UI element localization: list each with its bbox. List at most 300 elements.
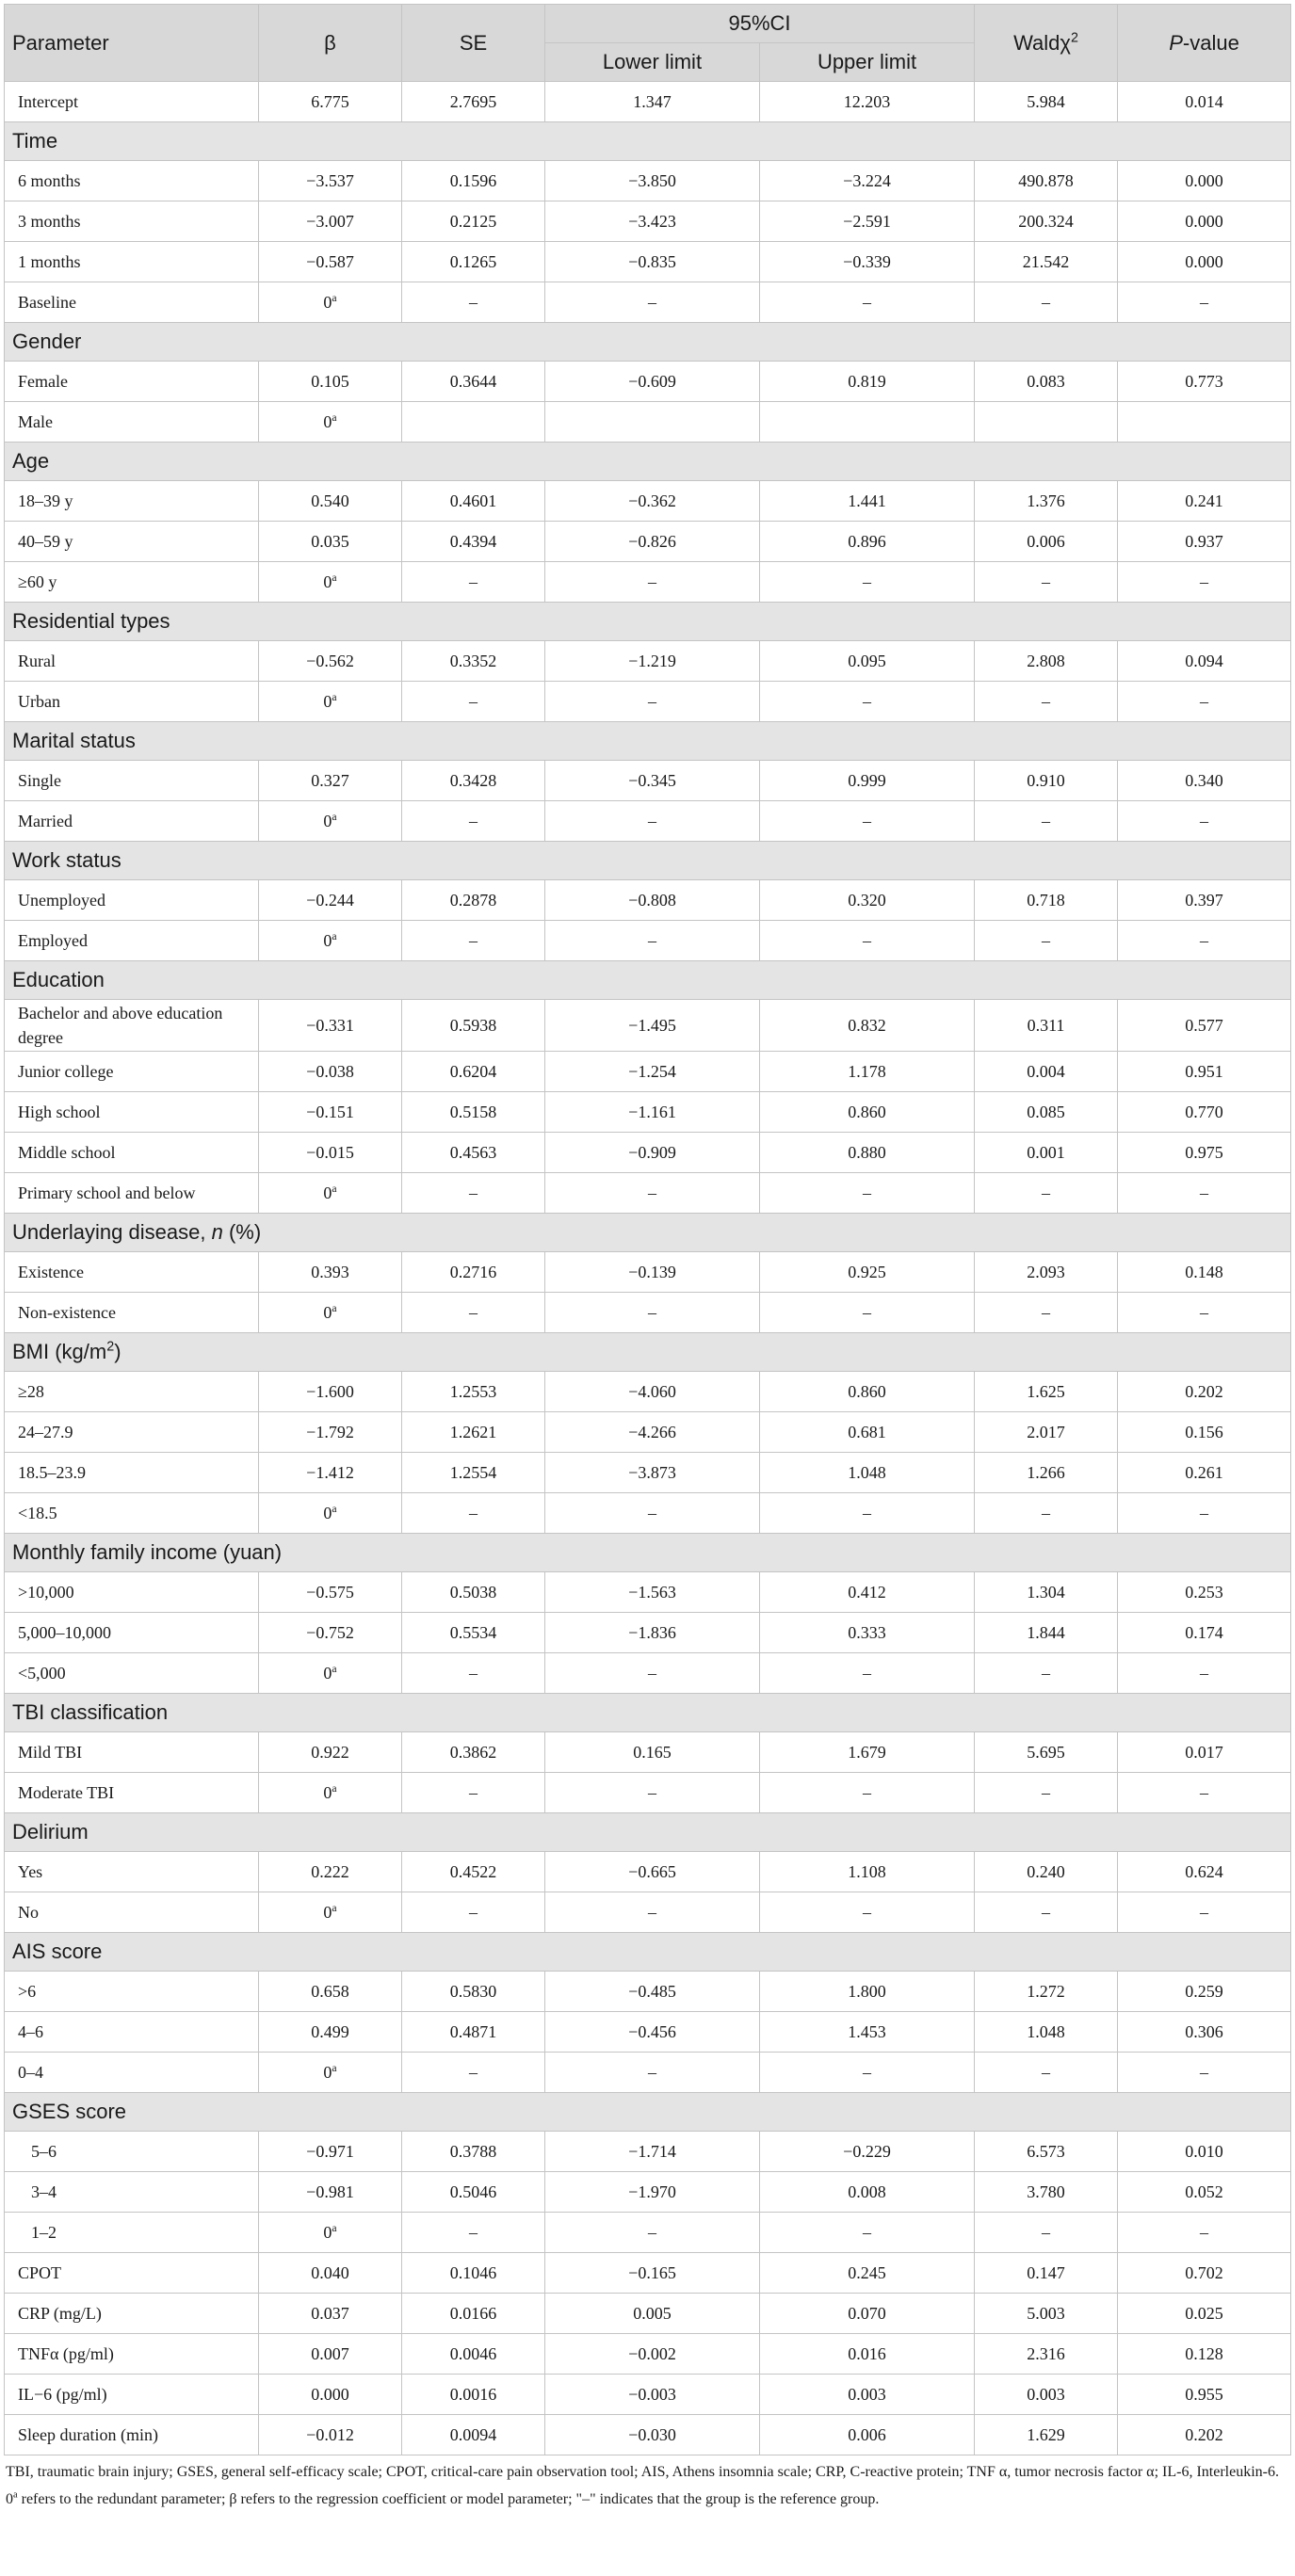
cell-se: – bbox=[402, 1773, 545, 1813]
cell-beta: 0.000 bbox=[259, 2375, 402, 2415]
cell-p-value: 0.577 bbox=[1118, 1000, 1291, 1052]
table-row bbox=[5, 201, 1291, 242]
cell-lower-limit: −1.970 bbox=[545, 2172, 760, 2213]
cell-wald: 0.003 bbox=[975, 2375, 1118, 2415]
cell-upper-limit: 12.203 bbox=[760, 82, 975, 122]
row-label: 6 months bbox=[5, 161, 259, 201]
row-label: Junior college bbox=[5, 1052, 259, 1092]
table-row bbox=[5, 2213, 1291, 2253]
cell-se: 0.4563 bbox=[402, 1133, 545, 1173]
cell-wald: – bbox=[975, 282, 1118, 323]
cell-beta: 0$^a$ bbox=[259, 402, 402, 443]
cell-beta: 0$^a$ bbox=[259, 1773, 402, 1813]
cell-p-value: 0.261 bbox=[1118, 1453, 1291, 1493]
group-title: AIS score bbox=[5, 1933, 1291, 1972]
group-title: BMI $(kg/m^2)$ bbox=[5, 1333, 1291, 1372]
cell-se: 1.2553 bbox=[402, 1372, 545, 1412]
cell-p-value: – bbox=[1118, 1293, 1291, 1333]
cell-p-value: 0.770 bbox=[1118, 1092, 1291, 1133]
table-row bbox=[5, 1372, 1291, 1412]
cell-upper-limit: 0.095 bbox=[760, 641, 975, 682]
row-label: Bachelor and above education degree bbox=[5, 1000, 259, 1052]
cell-wald: 1.629 bbox=[975, 2415, 1118, 2455]
row-label: <18.5 bbox=[5, 1493, 259, 1534]
cell-wald: 2.093 bbox=[975, 1252, 1118, 1293]
cell-upper-limit: 0.003 bbox=[760, 2375, 975, 2415]
row-label: IL−6 (pg/ml) bbox=[5, 2375, 259, 2415]
cell-lower-limit: −0.456 bbox=[545, 2012, 760, 2053]
table-row bbox=[5, 1653, 1291, 1694]
cell-p-value: 0.253 bbox=[1118, 1572, 1291, 1613]
row-label: Yes bbox=[5, 1852, 259, 1892]
cell-lower-limit: – bbox=[545, 1293, 760, 1333]
cell-beta: −0.151 bbox=[259, 1092, 402, 1133]
table-row bbox=[5, 1293, 1291, 1333]
table-row bbox=[5, 2334, 1291, 2375]
row-label: Non-existence bbox=[5, 1293, 259, 1333]
cell-beta: −1.600 bbox=[259, 1372, 402, 1412]
header-beta: β bbox=[259, 5, 402, 82]
cell-upper-limit: 0.880 bbox=[760, 1133, 975, 1173]
table-row bbox=[5, 921, 1291, 961]
row-label: Middle school bbox=[5, 1133, 259, 1173]
cell-se: – bbox=[402, 562, 545, 603]
cell-upper-limit: −0.229 bbox=[760, 2132, 975, 2172]
cell-upper-limit: 0.070 bbox=[760, 2294, 975, 2334]
cell-lower-limit: – bbox=[545, 1892, 760, 1933]
table-row bbox=[5, 481, 1291, 522]
cell-se: 0.1265 bbox=[402, 242, 545, 282]
cell-upper-limit: – bbox=[760, 1653, 975, 1694]
row-label: Baseline bbox=[5, 282, 259, 323]
cell-lower-limit: – bbox=[545, 562, 760, 603]
cell-p-value: – bbox=[1118, 921, 1291, 961]
cell-beta: −0.971 bbox=[259, 2132, 402, 2172]
table-row bbox=[5, 562, 1291, 603]
row-label: CPOT bbox=[5, 2253, 259, 2294]
cell-upper-limit: 0.245 bbox=[760, 2253, 975, 2294]
cell-lower-limit: −4.060 bbox=[545, 1372, 760, 1412]
cell-p-value: – bbox=[1118, 1892, 1291, 1933]
table-row bbox=[5, 282, 1291, 323]
cell-beta: 0$^a$ bbox=[259, 682, 402, 722]
cell-p-value: 0.174 bbox=[1118, 1613, 1291, 1653]
cell-beta: 0.540 bbox=[259, 481, 402, 522]
cell-se: 0.5938 bbox=[402, 1000, 545, 1052]
header-p-value: P-value bbox=[1118, 5, 1291, 82]
row-label: 1–2 bbox=[5, 2213, 259, 2253]
cell-lower-limit: – bbox=[545, 2213, 760, 2253]
cell-wald: 5.003 bbox=[975, 2294, 1118, 2334]
cell-lower-limit: – bbox=[545, 282, 760, 323]
cell-wald: 5.695 bbox=[975, 1732, 1118, 1773]
footnote-legend: 0$^a$ refers to the redundant parameter; β refers to the regression coefficient or model parameter; "–" indicates that the group is the reference group. bbox=[6, 2489, 880, 2507]
row-label: 3 months bbox=[5, 201, 259, 242]
cell-upper-limit: 1.800 bbox=[760, 1972, 975, 2012]
cell-beta: 0.222 bbox=[259, 1852, 402, 1892]
cell-lower-limit: −0.665 bbox=[545, 1852, 760, 1892]
cell-lower-limit: −0.030 bbox=[545, 2415, 760, 2455]
cell-wald: 1.844 bbox=[975, 1613, 1118, 1653]
cell-wald: 0.240 bbox=[975, 1852, 1118, 1892]
cell-se: 0.0046 bbox=[402, 2334, 545, 2375]
table-row bbox=[5, 2294, 1291, 2334]
cell-beta: −1.792 bbox=[259, 1412, 402, 1453]
header-upper-limit: Upper limit bbox=[760, 43, 975, 82]
table-row bbox=[5, 1052, 1291, 1092]
table-row bbox=[5, 1892, 1291, 1933]
cell-p-value: 0.052 bbox=[1118, 2172, 1291, 2213]
table-row bbox=[5, 2053, 1291, 2093]
group-header-row bbox=[5, 1214, 1291, 1252]
cell-beta: 0$^a$ bbox=[259, 562, 402, 603]
cell-p-value: – bbox=[1118, 1653, 1291, 1694]
cell-lower-limit: −4.266 bbox=[545, 1412, 760, 1453]
row-label: 0–4 bbox=[5, 2053, 259, 2093]
row-label: Mild TBI bbox=[5, 1732, 259, 1773]
cell-wald: – bbox=[975, 1773, 1118, 1813]
cell-upper-limit: – bbox=[760, 801, 975, 842]
table-row bbox=[5, 1852, 1291, 1892]
cell-se: 0.0166 bbox=[402, 2294, 545, 2334]
cell-lower-limit: −0.165 bbox=[545, 2253, 760, 2294]
row-label: 18–39 y bbox=[5, 481, 259, 522]
group-title: Monthly family income (yuan) bbox=[5, 1534, 1291, 1572]
table-row bbox=[5, 1613, 1291, 1653]
cell-lower-limit: −0.485 bbox=[545, 1972, 760, 2012]
cell-se: 0.0094 bbox=[402, 2415, 545, 2455]
header-parameter: Parameter bbox=[5, 5, 259, 82]
group-title: Marital status bbox=[5, 722, 1291, 761]
row-label: 40–59 y bbox=[5, 522, 259, 562]
header-lower-limit: Lower limit bbox=[545, 43, 760, 82]
table-row bbox=[5, 1732, 1291, 1773]
cell-wald: 3.780 bbox=[975, 2172, 1118, 2213]
cell-wald: – bbox=[975, 2213, 1118, 2253]
cell-beta: −0.587 bbox=[259, 242, 402, 282]
cell-se: – bbox=[402, 1293, 545, 1333]
cell-beta: 0.658 bbox=[259, 1972, 402, 2012]
cell-se: – bbox=[402, 282, 545, 323]
cell-p-value: 0.773 bbox=[1118, 362, 1291, 402]
cell-se: 1.2621 bbox=[402, 1412, 545, 1453]
cell-wald: – bbox=[975, 1653, 1118, 1694]
cell-p-value: 0.000 bbox=[1118, 161, 1291, 201]
cell-wald: 2.316 bbox=[975, 2334, 1118, 2375]
cell-se: 0.4871 bbox=[402, 2012, 545, 2053]
group-title: Age bbox=[5, 443, 1291, 481]
row-label: ≥60 y bbox=[5, 562, 259, 603]
cell-p-value: – bbox=[1118, 682, 1291, 722]
cell-beta: 0$^a$ bbox=[259, 282, 402, 323]
cell-wald: 1.272 bbox=[975, 1972, 1118, 2012]
cell-wald: – bbox=[975, 562, 1118, 603]
cell-upper-limit: 1.453 bbox=[760, 2012, 975, 2053]
cell-lower-limit: −3.873 bbox=[545, 1453, 760, 1493]
cell-lower-limit: −0.362 bbox=[545, 481, 760, 522]
cell-upper-limit: 0.006 bbox=[760, 2415, 975, 2455]
cell-p-value: 0.010 bbox=[1118, 2132, 1291, 2172]
table-row bbox=[5, 2253, 1291, 2294]
row-label: Urban bbox=[5, 682, 259, 722]
cell-upper-limit: – bbox=[760, 562, 975, 603]
cell-p-value bbox=[1118, 402, 1291, 443]
row-label: Male bbox=[5, 402, 259, 443]
cell-upper-limit: 0.412 bbox=[760, 1572, 975, 1613]
regression-table bbox=[4, 4, 1291, 2455]
cell-beta: 0$^a$ bbox=[259, 801, 402, 842]
table-row bbox=[5, 242, 1291, 282]
cell-upper-limit: – bbox=[760, 282, 975, 323]
row-label: Moderate TBI bbox=[5, 1773, 259, 1813]
table-row bbox=[5, 1252, 1291, 1293]
cell-p-value: 0.148 bbox=[1118, 1252, 1291, 1293]
cell-beta: −3.007 bbox=[259, 201, 402, 242]
cell-lower-limit: −0.808 bbox=[545, 880, 760, 921]
cell-se: 0.3862 bbox=[402, 1732, 545, 1773]
group-title: Education bbox=[5, 961, 1291, 1000]
cell-beta: 6.775 bbox=[259, 82, 402, 122]
cell-wald: 0.083 bbox=[975, 362, 1118, 402]
table-row bbox=[5, 1000, 1291, 1052]
table-row bbox=[5, 1092, 1291, 1133]
cell-p-value: 0.000 bbox=[1118, 201, 1291, 242]
row-label: TNFα (pg/ml) bbox=[5, 2334, 259, 2375]
cell-p-value: 0.259 bbox=[1118, 1972, 1291, 2012]
cell-se: 0.5534 bbox=[402, 1613, 545, 1653]
cell-upper-limit: 0.999 bbox=[760, 761, 975, 801]
cell-upper-limit: −2.591 bbox=[760, 201, 975, 242]
cell-upper-limit: – bbox=[760, 2053, 975, 2093]
cell-wald: – bbox=[975, 1493, 1118, 1534]
cell-beta: 0$^a$ bbox=[259, 1493, 402, 1534]
cell-p-value: 0.975 bbox=[1118, 1133, 1291, 1173]
cell-beta: 0.393 bbox=[259, 1252, 402, 1293]
cell-wald: – bbox=[975, 801, 1118, 842]
cell-se: – bbox=[402, 801, 545, 842]
row-label: Existence bbox=[5, 1252, 259, 1293]
cell-upper-limit: 0.008 bbox=[760, 2172, 975, 2213]
cell-wald: – bbox=[975, 1293, 1118, 1333]
table-row bbox=[5, 82, 1291, 122]
table-row bbox=[5, 2012, 1291, 2053]
cell-p-value: – bbox=[1118, 2053, 1291, 2093]
footnote-abbreviations: TBI, traumatic brain injury; GSES, general self-efficacy scale; CPOT, critical-care pain observation tool; AIS, Athens insomnia scale; CRP, C-reactive protein; TNF α, tumor necrosis factor α; IL-6, Interleukin-6. bbox=[6, 2464, 1279, 2480]
cell-lower-limit: 1.347 bbox=[545, 82, 760, 122]
row-label: 5–6 bbox=[5, 2132, 259, 2172]
cell-upper-limit: 0.681 bbox=[760, 1412, 975, 1453]
cell-p-value: – bbox=[1118, 801, 1291, 842]
cell-beta: −0.015 bbox=[259, 1133, 402, 1173]
row-label: Employed bbox=[5, 921, 259, 961]
cell-beta: 0.105 bbox=[259, 362, 402, 402]
table-row bbox=[5, 1133, 1291, 1173]
cell-lower-limit: – bbox=[545, 1653, 760, 1694]
cell-upper-limit: −0.339 bbox=[760, 242, 975, 282]
cell-wald: 2.017 bbox=[975, 1412, 1118, 1453]
table-row bbox=[5, 522, 1291, 562]
cell-wald: 0.147 bbox=[975, 2253, 1118, 2294]
cell-se: 0.5158 bbox=[402, 1092, 545, 1133]
row-label: Married bbox=[5, 801, 259, 842]
cell-p-value: 0.624 bbox=[1118, 1852, 1291, 1892]
cell-p-value: 0.017 bbox=[1118, 1732, 1291, 1773]
cell-se: – bbox=[402, 921, 545, 961]
group-header-row bbox=[5, 2093, 1291, 2132]
cell-lower-limit: −0.609 bbox=[545, 362, 760, 402]
cell-upper-limit: 0.860 bbox=[760, 1372, 975, 1412]
cell-wald: 21.542 bbox=[975, 242, 1118, 282]
cell-se: 0.4601 bbox=[402, 481, 545, 522]
cell-upper-limit: 1.178 bbox=[760, 1052, 975, 1092]
cell-se: 0.0016 bbox=[402, 2375, 545, 2415]
group-header-row bbox=[5, 1694, 1291, 1732]
cell-lower-limit: −0.835 bbox=[545, 242, 760, 282]
cell-se: 0.4522 bbox=[402, 1852, 545, 1892]
cell-se: – bbox=[402, 2213, 545, 2253]
group-header-row bbox=[5, 122, 1291, 161]
cell-se: 0.5046 bbox=[402, 2172, 545, 2213]
cell-beta: −1.412 bbox=[259, 1453, 402, 1493]
group-header-row bbox=[5, 1534, 1291, 1572]
cell-beta: 0.499 bbox=[259, 2012, 402, 2053]
cell-se: 0.2716 bbox=[402, 1252, 545, 1293]
cell-lower-limit: −0.345 bbox=[545, 761, 760, 801]
cell-wald: – bbox=[975, 921, 1118, 961]
table-row bbox=[5, 880, 1291, 921]
cell-upper-limit: – bbox=[760, 1773, 975, 1813]
cell-beta: 0.007 bbox=[259, 2334, 402, 2375]
table-row bbox=[5, 761, 1291, 801]
header-se: SE bbox=[402, 5, 545, 82]
row-label: No bbox=[5, 1892, 259, 1933]
cell-se: 0.3644 bbox=[402, 362, 545, 402]
group-header-row bbox=[5, 323, 1291, 362]
cell-lower-limit: – bbox=[545, 1173, 760, 1214]
group-title: Residential types bbox=[5, 603, 1291, 641]
header-wald: Waldχ$^2$ bbox=[975, 5, 1118, 82]
cell-wald: 1.625 bbox=[975, 1372, 1118, 1412]
row-label: Single bbox=[5, 761, 259, 801]
cell-se bbox=[402, 402, 545, 443]
row-label: ≥28 bbox=[5, 1372, 259, 1412]
table-row bbox=[5, 801, 1291, 842]
table-row bbox=[5, 1572, 1291, 1613]
group-title: Time bbox=[5, 122, 1291, 161]
table-row bbox=[5, 2132, 1291, 2172]
group-header-row bbox=[5, 842, 1291, 880]
table-row bbox=[5, 2415, 1291, 2455]
cell-se: 0.4394 bbox=[402, 522, 545, 562]
cell-upper-limit: 0.819 bbox=[760, 362, 975, 402]
cell-wald: – bbox=[975, 1892, 1118, 1933]
cell-lower-limit: −1.563 bbox=[545, 1572, 760, 1613]
cell-p-value: 0.397 bbox=[1118, 880, 1291, 921]
cell-beta: −0.012 bbox=[259, 2415, 402, 2455]
cell-lower-limit: – bbox=[545, 1773, 760, 1813]
table-row bbox=[5, 2172, 1291, 2213]
group-header-row bbox=[5, 1933, 1291, 1972]
cell-lower-limit: −1.836 bbox=[545, 1613, 760, 1653]
group-title: Gender bbox=[5, 323, 1291, 362]
row-label: >6 bbox=[5, 1972, 259, 2012]
cell-upper-limit: 1.048 bbox=[760, 1453, 975, 1493]
cell-wald: 1.376 bbox=[975, 481, 1118, 522]
cell-beta: −3.537 bbox=[259, 161, 402, 201]
cell-beta: 0$^a$ bbox=[259, 1892, 402, 1933]
cell-beta: −0.575 bbox=[259, 1572, 402, 1613]
cell-wald: 1.266 bbox=[975, 1453, 1118, 1493]
row-label: 5,000–10,000 bbox=[5, 1613, 259, 1653]
row-label: Rural bbox=[5, 641, 259, 682]
cell-p-value: – bbox=[1118, 1493, 1291, 1534]
cell-wald: 200.324 bbox=[975, 201, 1118, 242]
cell-wald: – bbox=[975, 682, 1118, 722]
row-label: Primary school and below bbox=[5, 1173, 259, 1214]
cell-lower-limit: −0.139 bbox=[545, 1252, 760, 1293]
cell-lower-limit: – bbox=[545, 801, 760, 842]
table-row bbox=[5, 1412, 1291, 1453]
cell-p-value: – bbox=[1118, 1173, 1291, 1214]
table-row bbox=[5, 1773, 1291, 1813]
cell-upper-limit: 0.925 bbox=[760, 1252, 975, 1293]
row-label: 24–27.9 bbox=[5, 1412, 259, 1453]
cell-p-value: 0.937 bbox=[1118, 522, 1291, 562]
cell-upper-limit: – bbox=[760, 1892, 975, 1933]
cell-se: 1.2554 bbox=[402, 1453, 545, 1493]
cell-p-value: 0.202 bbox=[1118, 2415, 1291, 2455]
cell-se: – bbox=[402, 1173, 545, 1214]
table-body bbox=[5, 82, 1291, 2455]
cell-lower-limit: −1.161 bbox=[545, 1092, 760, 1133]
cell-lower-limit: −0.003 bbox=[545, 2375, 760, 2415]
table-row bbox=[5, 641, 1291, 682]
cell-lower-limit: – bbox=[545, 1493, 760, 1534]
cell-lower-limit: −1.495 bbox=[545, 1000, 760, 1052]
table-row bbox=[5, 362, 1291, 402]
cell-p-value: 0.000 bbox=[1118, 242, 1291, 282]
cell-p-value: 0.094 bbox=[1118, 641, 1291, 682]
cell-se: 0.3428 bbox=[402, 761, 545, 801]
cell-wald: 1.048 bbox=[975, 2012, 1118, 2053]
cell-beta: −0.038 bbox=[259, 1052, 402, 1092]
cell-upper-limit: 1.108 bbox=[760, 1852, 975, 1892]
cell-beta: −0.244 bbox=[259, 880, 402, 921]
cell-se: – bbox=[402, 1892, 545, 1933]
cell-wald: 0.001 bbox=[975, 1133, 1118, 1173]
cell-beta: 0.035 bbox=[259, 522, 402, 562]
cell-lower-limit: −0.002 bbox=[545, 2334, 760, 2375]
cell-wald: – bbox=[975, 1173, 1118, 1214]
group-title: Underlaying disease, n (%) bbox=[5, 1214, 1291, 1252]
cell-p-value: 0.128 bbox=[1118, 2334, 1291, 2375]
cell-upper-limit: −3.224 bbox=[760, 161, 975, 201]
cell-lower-limit: −0.826 bbox=[545, 522, 760, 562]
table-row bbox=[5, 682, 1291, 722]
cell-upper-limit: – bbox=[760, 2213, 975, 2253]
cell-upper-limit: 0.832 bbox=[760, 1000, 975, 1052]
cell-wald: 0.085 bbox=[975, 1092, 1118, 1133]
cell-p-value: 0.955 bbox=[1118, 2375, 1291, 2415]
cell-wald: 0.006 bbox=[975, 522, 1118, 562]
cell-upper-limit: – bbox=[760, 1493, 975, 1534]
cell-wald: 2.808 bbox=[975, 641, 1118, 682]
table-row bbox=[5, 1493, 1291, 1534]
cell-lower-limit: −3.423 bbox=[545, 201, 760, 242]
group-title: Work status bbox=[5, 842, 1291, 880]
cell-se: – bbox=[402, 1653, 545, 1694]
cell-beta: 0.922 bbox=[259, 1732, 402, 1773]
